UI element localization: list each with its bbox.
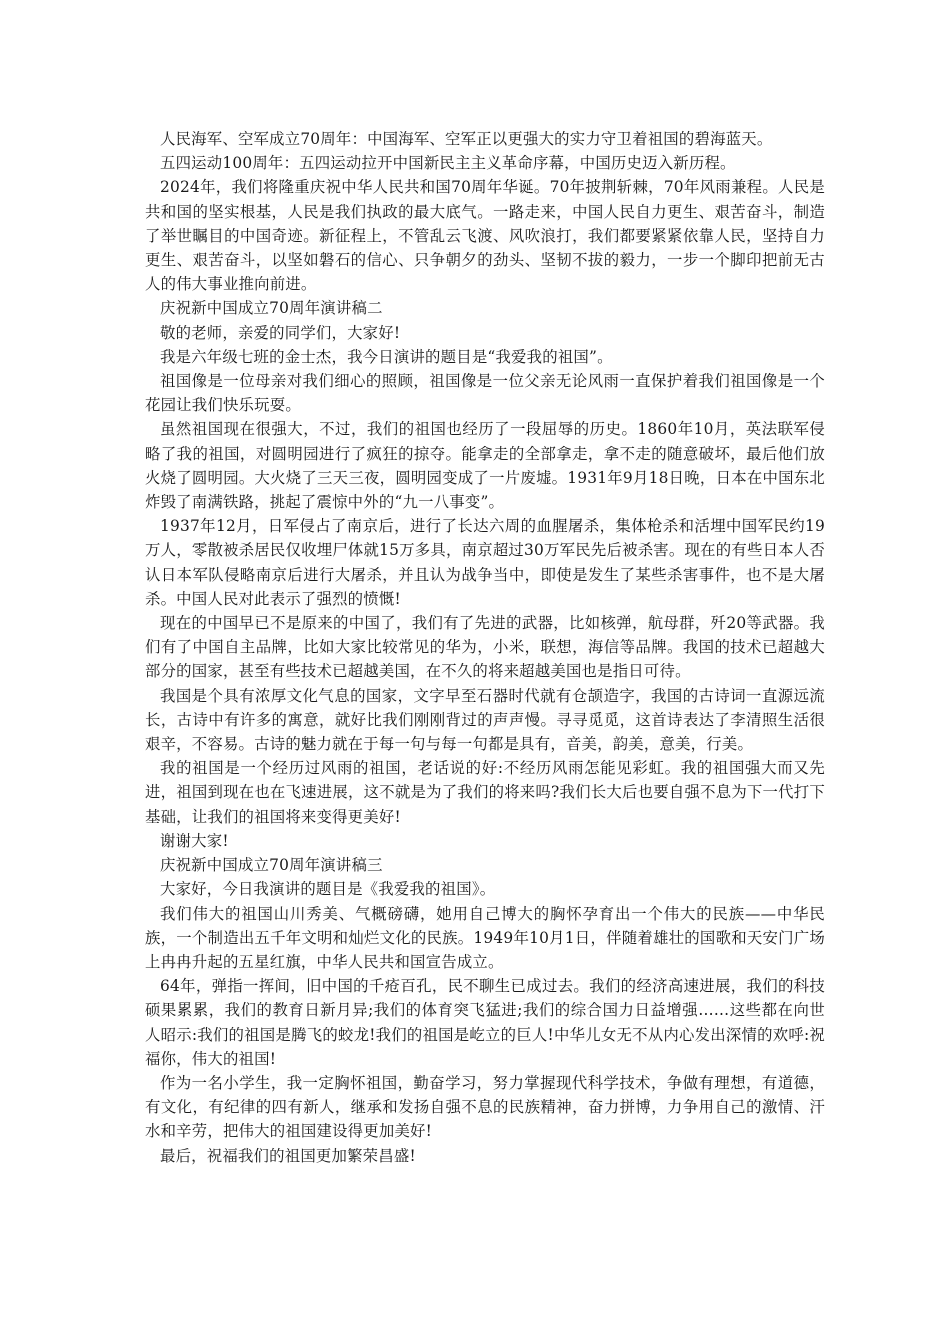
paragraph: 64年，弹指一挥间，旧中国的千疮百孔，民不聊生已成过去。我们的经济高速进展，我们的科技硕果累累，我们的教育日新月异;我们的体育突飞猛进;我们的综合国力日益增强……这些都在向世人昭示:我们的祖国是腾飞的蛟龙!我们的祖国是屹立的巨人!中华儿女无不从内心发出深情的欢呼:祝福你，伟大的祖国! xyxy=(145,977,825,1068)
section-heading: 庆祝新中国成立70周年演讲稿二 xyxy=(160,299,383,318)
paragraph: 大家好，今日我演讲的题目是《我爱我的祖国》。 xyxy=(160,880,496,899)
paragraph: 最后，祝福我们的祖国更加繁荣昌盛! xyxy=(160,1146,416,1165)
paragraph: 祖国像是一位母亲对我们细心的照顾，祖国像是一位父亲无论风雨一直保护着我们祖国像是一个花园让我们快乐玩耍。 xyxy=(145,372,825,415)
paragraph: 我的祖国是一个经历过风雨的祖国，老话说的好:不经历风雨怎能见彩虹。我的祖国强大而又先进，祖国到现在也在飞速进展，这不就是为了我们的将来吗?我们长大后也要自强不息为下一代打下基础，让我们的祖国将来变得更美好! xyxy=(145,759,825,826)
paragraph: 我们伟大的祖国山川秀美、气概磅礴，她用自己博大的胸怀孕育出一个伟大的民族——中华民族，一个制造出五千年文明和灿烂文化的民族。1949年10月1日，伴随着雄壮的国歌和天安门广场上冉冉升起的五星红旗，中华人民共和国宣告成立。 xyxy=(145,904,825,971)
paragraph: 谢谢大家! xyxy=(160,831,229,850)
document-body xyxy=(145,127,825,1168)
paragraph: 2024年，我们将隆重庆祝中华人民共和国70周年华诞。70年披荆斩棘，70年风雨兼程。人民是共和国的坚实根基，人民是我们执政的最大底气。一路走来，中国人民自力更生、艰苦奋斗，制造了举世瞩目的中国奇迹。新征程上，不管乱云飞渡、风吹浪打，我们都要紧紧依靠人民，坚持自力更生、艰苦奋斗，以坚如磐石的信心、只争朝夕的劲头、坚韧不拔的毅力，一步一个脚印把前无古人的伟大事业推向前进。 xyxy=(145,178,825,294)
paragraph: 我是六年级七班的金士杰，我今日演讲的题目是“我爱我的祖国”。 xyxy=(160,347,613,366)
paragraph: 我国是个具有浓厚文化气息的国家，文字早至石器时代就有仓颉造字，我国的古诗词一直源远流长，古诗中有许多的寓意，就好比我们刚刚背过的声声慢。寻寻觅觅，这首诗表达了李清照生活很艰辛，不容易。古诗的魅力就在于每一句与每一句都是具有，音美，韵美，意美，行美。 xyxy=(145,686,825,754)
paragraph: 现在的中国早已不是原来的中国了，我们有了先进的武器，比如核弹，航母群，歼20等武器。我们有了中国自主品牌，比如大家比较常见的华为，小米，联想，海信等品牌。我国的技术已超越大部分的国家，甚至有些技术已超越美国，在不久的将来超越美国也是指日可待。 xyxy=(145,614,825,681)
section-heading: 庆祝新中国成立70周年演讲稿三 xyxy=(160,856,383,875)
paragraph: 1937年12月，日军侵占了南京后，进行了长达六周的血腥屠杀，集体枪杀和活埋中国军民约19万人，零散被杀居民仅收埋尸体就15万多具，南京超过30万军民先后被杀害。现在的有些日本人否认日本军队侵略南京后进行大屠杀，并且认为战争当中，即使是发生了某些杀害事件，也不是大屠杀。中国人民对此表示了强烈的愤慨! xyxy=(145,517,825,608)
paragraph: 五四运动100周年：五四运动拉开中国新民主主义革命序幕，中国历史迈入新历程。 xyxy=(160,154,736,173)
paragraph: 虽然祖国现在很强大，不过，我们的祖国也经历了一段屈辱的历史。1860年10月，英法联军侵略了我的祖国，对圆明园进行了疯狂的掠夺。能拿走的全部拿走，拿不走的随意破坏，最后他们放火烧了圆明园。大火烧了三天三夜，圆明园变成了一片废墟。1931年9月18日晚，日本在中国东北炸毁了南满铁路，挑起了震惊中外的“九一八事变”。 xyxy=(145,420,825,512)
paragraph: 敬的老师，亲爱的同学们，大家好! xyxy=(160,323,401,342)
paragraph: 作为一名小学生，我一定胸怀祖国，勤奋学习，努力掌握现代科学技术，争做有理想，有道德，有文化，有纪律的四有新人，继承和发扬自强不息的民族精神，奋力拼博，力争用自己的激情、汗水和辛劳，把伟大的祖国建设得更加美好! xyxy=(145,1073,825,1141)
paragraph: 人民海军、空军成立70周年：中国海军、空军正以更强大的实力守卫着祖国的碧海蓝天。 xyxy=(160,130,773,148)
